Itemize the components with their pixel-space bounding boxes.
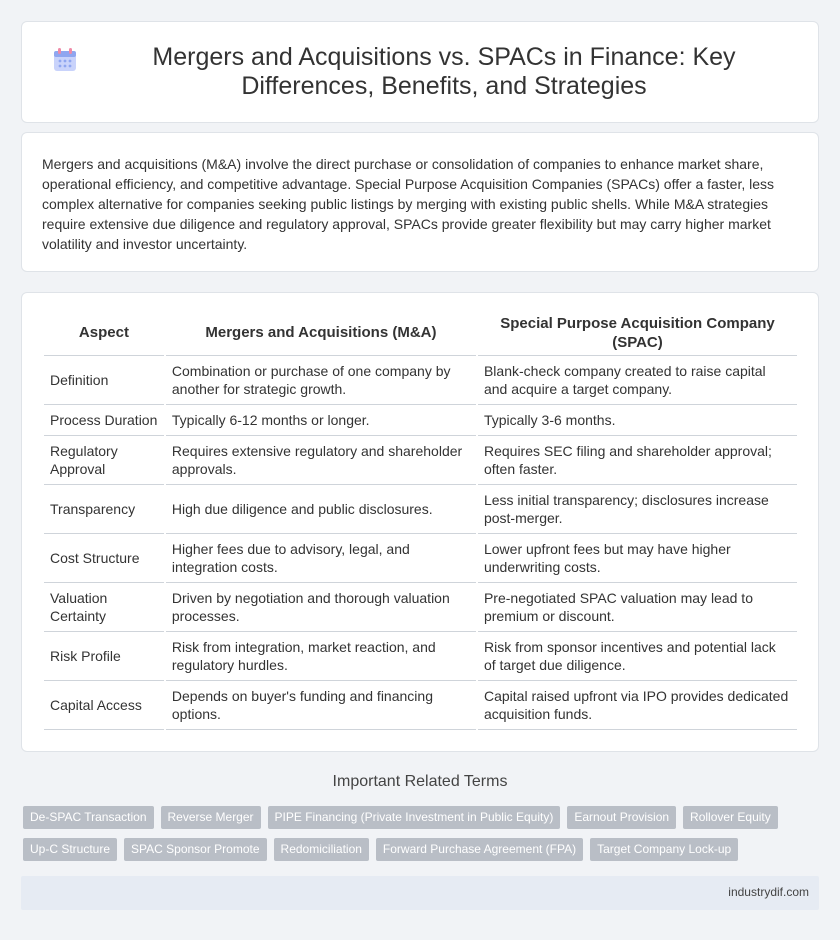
related-term-tag[interactable]: Redomiciliation [274, 838, 369, 861]
ma-cell: Combination or purchase of one company by another for strategic growth. [166, 356, 476, 405]
table-header-row [44, 310, 797, 356]
related-term-tag[interactable]: SPAC Sponsor Promote [124, 838, 267, 861]
aspect-cell: Risk Profile [44, 632, 164, 681]
ma-cell: High due diligence and public disclosures. [166, 485, 476, 534]
spac-cell: Pre-negotiated SPAC valuation may lead to premium or discount. [478, 583, 797, 632]
comparison-table [42, 310, 799, 730]
related-term-tag[interactable]: Reverse Merger [161, 806, 261, 829]
aspect-cell: Transparency [44, 485, 164, 534]
spac-cell: Risk from sponsor incentives and potential lack of target due diligence. [478, 632, 797, 681]
related-term-tag[interactable]: De-SPAC Transaction [23, 806, 154, 829]
table-row [44, 356, 797, 405]
related-term-tag[interactable]: Forward Purchase Agreement (FPA) [376, 838, 583, 861]
intro-card [21, 132, 819, 272]
related-terms-list [23, 806, 813, 861]
spac-cell: Blank-check company created to raise capital and acquire a target company. [478, 356, 797, 405]
spac-cell: Requires SEC filing and shareholder approval; often faster. [478, 436, 797, 485]
spac-cell: Lower upfront fees but may have higher underwriting costs. [478, 534, 797, 583]
header-aspect: Aspect [44, 310, 164, 356]
spac-cell: Less initial transparency; disclosures increase post-merger. [478, 485, 797, 534]
footer-site-link[interactable]: industrydif.com [728, 885, 809, 899]
aspect-cell: Cost Structure [44, 534, 164, 583]
related-term-tag[interactable]: Target Company Lock-up [590, 838, 738, 861]
table-row [44, 405, 797, 436]
aspect-cell: Definition [44, 356, 164, 405]
title-card [21, 21, 819, 123]
ma-cell: Driven by negotiation and thorough valuation processes. [166, 583, 476, 632]
aspect-cell: Valuation Certainty [44, 583, 164, 632]
table-row [44, 485, 797, 534]
calendar-icon [52, 47, 78, 73]
ma-cell: Typically 6-12 months or longer. [166, 405, 476, 436]
header-ma: Mergers and Acquisitions (M&A) [166, 310, 476, 356]
table-row [44, 534, 797, 583]
header-spac: Special Purpose Acquisition Company (SPAC) [478, 310, 797, 356]
table-row [44, 632, 797, 681]
spac-cell: Typically 3-6 months. [478, 405, 797, 436]
intro-paragraph: Mergers and acquisitions (M&A) involve the direct purchase or consolidation of companies to enhance market share, operational efficiency, and competitive advantage. Special Purpose Acquisition Companies (SPACs) offer a faster, less complex alternative for companies seeking public listings by merging with existing public shells. While M&A strategies require extensive due diligence and regulatory approval, SPACs provide greater flexibility but may carry higher market volatility and investor uncertainty. [42, 156, 775, 252]
table-row [44, 681, 797, 730]
related-terms-heading: Important Related Terms [332, 773, 508, 790]
table-row [44, 583, 797, 632]
ma-cell: Risk from integration, market reaction, and regulatory hurdles. [166, 632, 476, 681]
table-row [44, 436, 797, 485]
page-title: Mergers and Acquisitions vs. SPACs in Finance: Key Differences, Benefits, and Strategies [152, 43, 736, 100]
spac-cell: Capital raised upfront via IPO provides dedicated acquisition funds. [478, 681, 797, 730]
related-term-tag[interactable]: Earnout Provision [567, 806, 676, 829]
ma-cell: Higher fees due to advisory, legal, and integration costs. [166, 534, 476, 583]
ma-cell: Depends on buyer's funding and financing options. [166, 681, 476, 730]
comparison-card [21, 292, 819, 752]
ma-cell: Requires extensive regulatory and shareholder approvals. [166, 436, 476, 485]
related-term-tag[interactable]: Up-C Structure [23, 838, 117, 861]
aspect-cell: Regulatory Approval [44, 436, 164, 485]
aspect-cell: Process Duration [44, 405, 164, 436]
aspect-cell: Capital Access [44, 681, 164, 730]
related-term-tag[interactable]: Rollover Equity [683, 806, 778, 829]
related-term-tag[interactable]: PIPE Financing (Private Investment in Public Equity) [268, 806, 561, 829]
footer [21, 876, 819, 910]
